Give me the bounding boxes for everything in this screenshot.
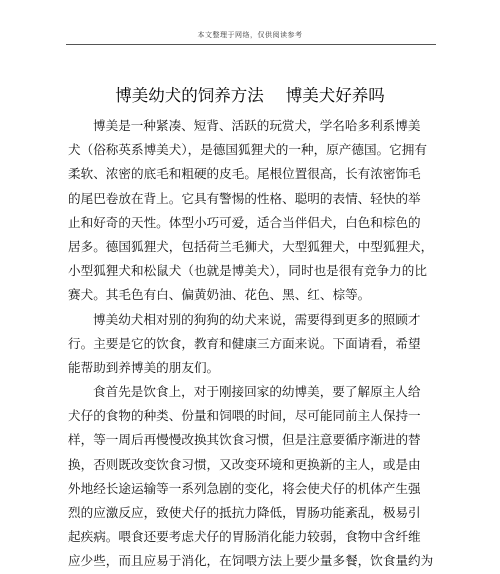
text-line: 样，等一周后再慢慢改换其饮食习惯，但是注意要循序渐进的替 <box>68 432 421 448</box>
paragraph-intro <box>68 114 434 308</box>
text-line: 能帮助到养博美的朋友们。 <box>68 359 220 375</box>
paragraph-care <box>68 308 421 381</box>
title-sub: 博美犬好养吗 <box>285 86 385 105</box>
text-line: 换，否则既改变饮食习惯，又改变环境和更换新的主人，或是由 <box>68 456 421 472</box>
text-line: 赛犬。其毛色有白、偏黄奶油、花色、黑、红、棕等。 <box>68 287 371 303</box>
text-line: 烈的应激反应，致使犬仔的抵抗力降低，胃肠功能紊乱，极易引 <box>68 505 421 520</box>
text-line: 博美幼犬相对别的狗狗的幼犬来说，需要得到更多的照顾才 <box>93 311 421 327</box>
header-divider <box>66 44 436 45</box>
document-title <box>0 82 500 106</box>
text-line: 的尾巴卷放在背上。它具有警惕的性格、聪明的表情、轻快的举 <box>68 190 421 206</box>
paragraph-diet <box>68 380 434 574</box>
header-note: 本文整理于网络，仅供阅读参考 <box>197 31 303 39</box>
text-line: 食首先是饮食上，对于刚接回家的幼博美，要了解原主人给 <box>93 384 421 400</box>
text-line: 博美是一种紧凑、短背、活跃的玩赏犬，学名哈多利系博美 <box>93 118 421 133</box>
text-line: 犬仔的食物的种类、份量和饲喂的时间，尽可能同前主人保持一 <box>68 408 421 424</box>
text-line: 止和好奇的天性。体型小巧可爱，适合当伴侣犬，白色和棕色的 <box>68 214 421 230</box>
text-line: 小型狐狸犬和松鼠犬（也就是博美犬），同时也是很有竞争力的比 <box>68 263 427 279</box>
title-main: 博美幼犬的饲养方法 <box>115 86 264 105</box>
text-line: 起疾病。喂食还要考虑犬仔的胃肠消化能力较弱，食物中含纤维 <box>68 529 421 545</box>
text-line: 柔软、浓密的底毛和粗硬的皮毛。尾根位置很高，长有浓密饰毛 <box>68 166 421 182</box>
text-line: 应少些，而且应易于消化，在饲喂方法上要少量多餐，饮食量约为 <box>68 553 434 569</box>
text-line: 外地经长途运输等一系列急剧的变化，将会使犬仔的机体产生强 <box>68 480 421 496</box>
text-line: 居多。德国狐狸犬，包括荷兰毛狮犬，大型狐狸犬，中型狐狸犬， <box>68 238 434 254</box>
text-line: 行。主要是它的饮食，教育和健康三方面来说。下面请看，希望 <box>68 335 421 351</box>
article-body <box>68 114 434 574</box>
text-line: 犬（俗称英系博美犬），是德国狐狸犬的一种，原产德国。它拥有 <box>68 142 427 158</box>
